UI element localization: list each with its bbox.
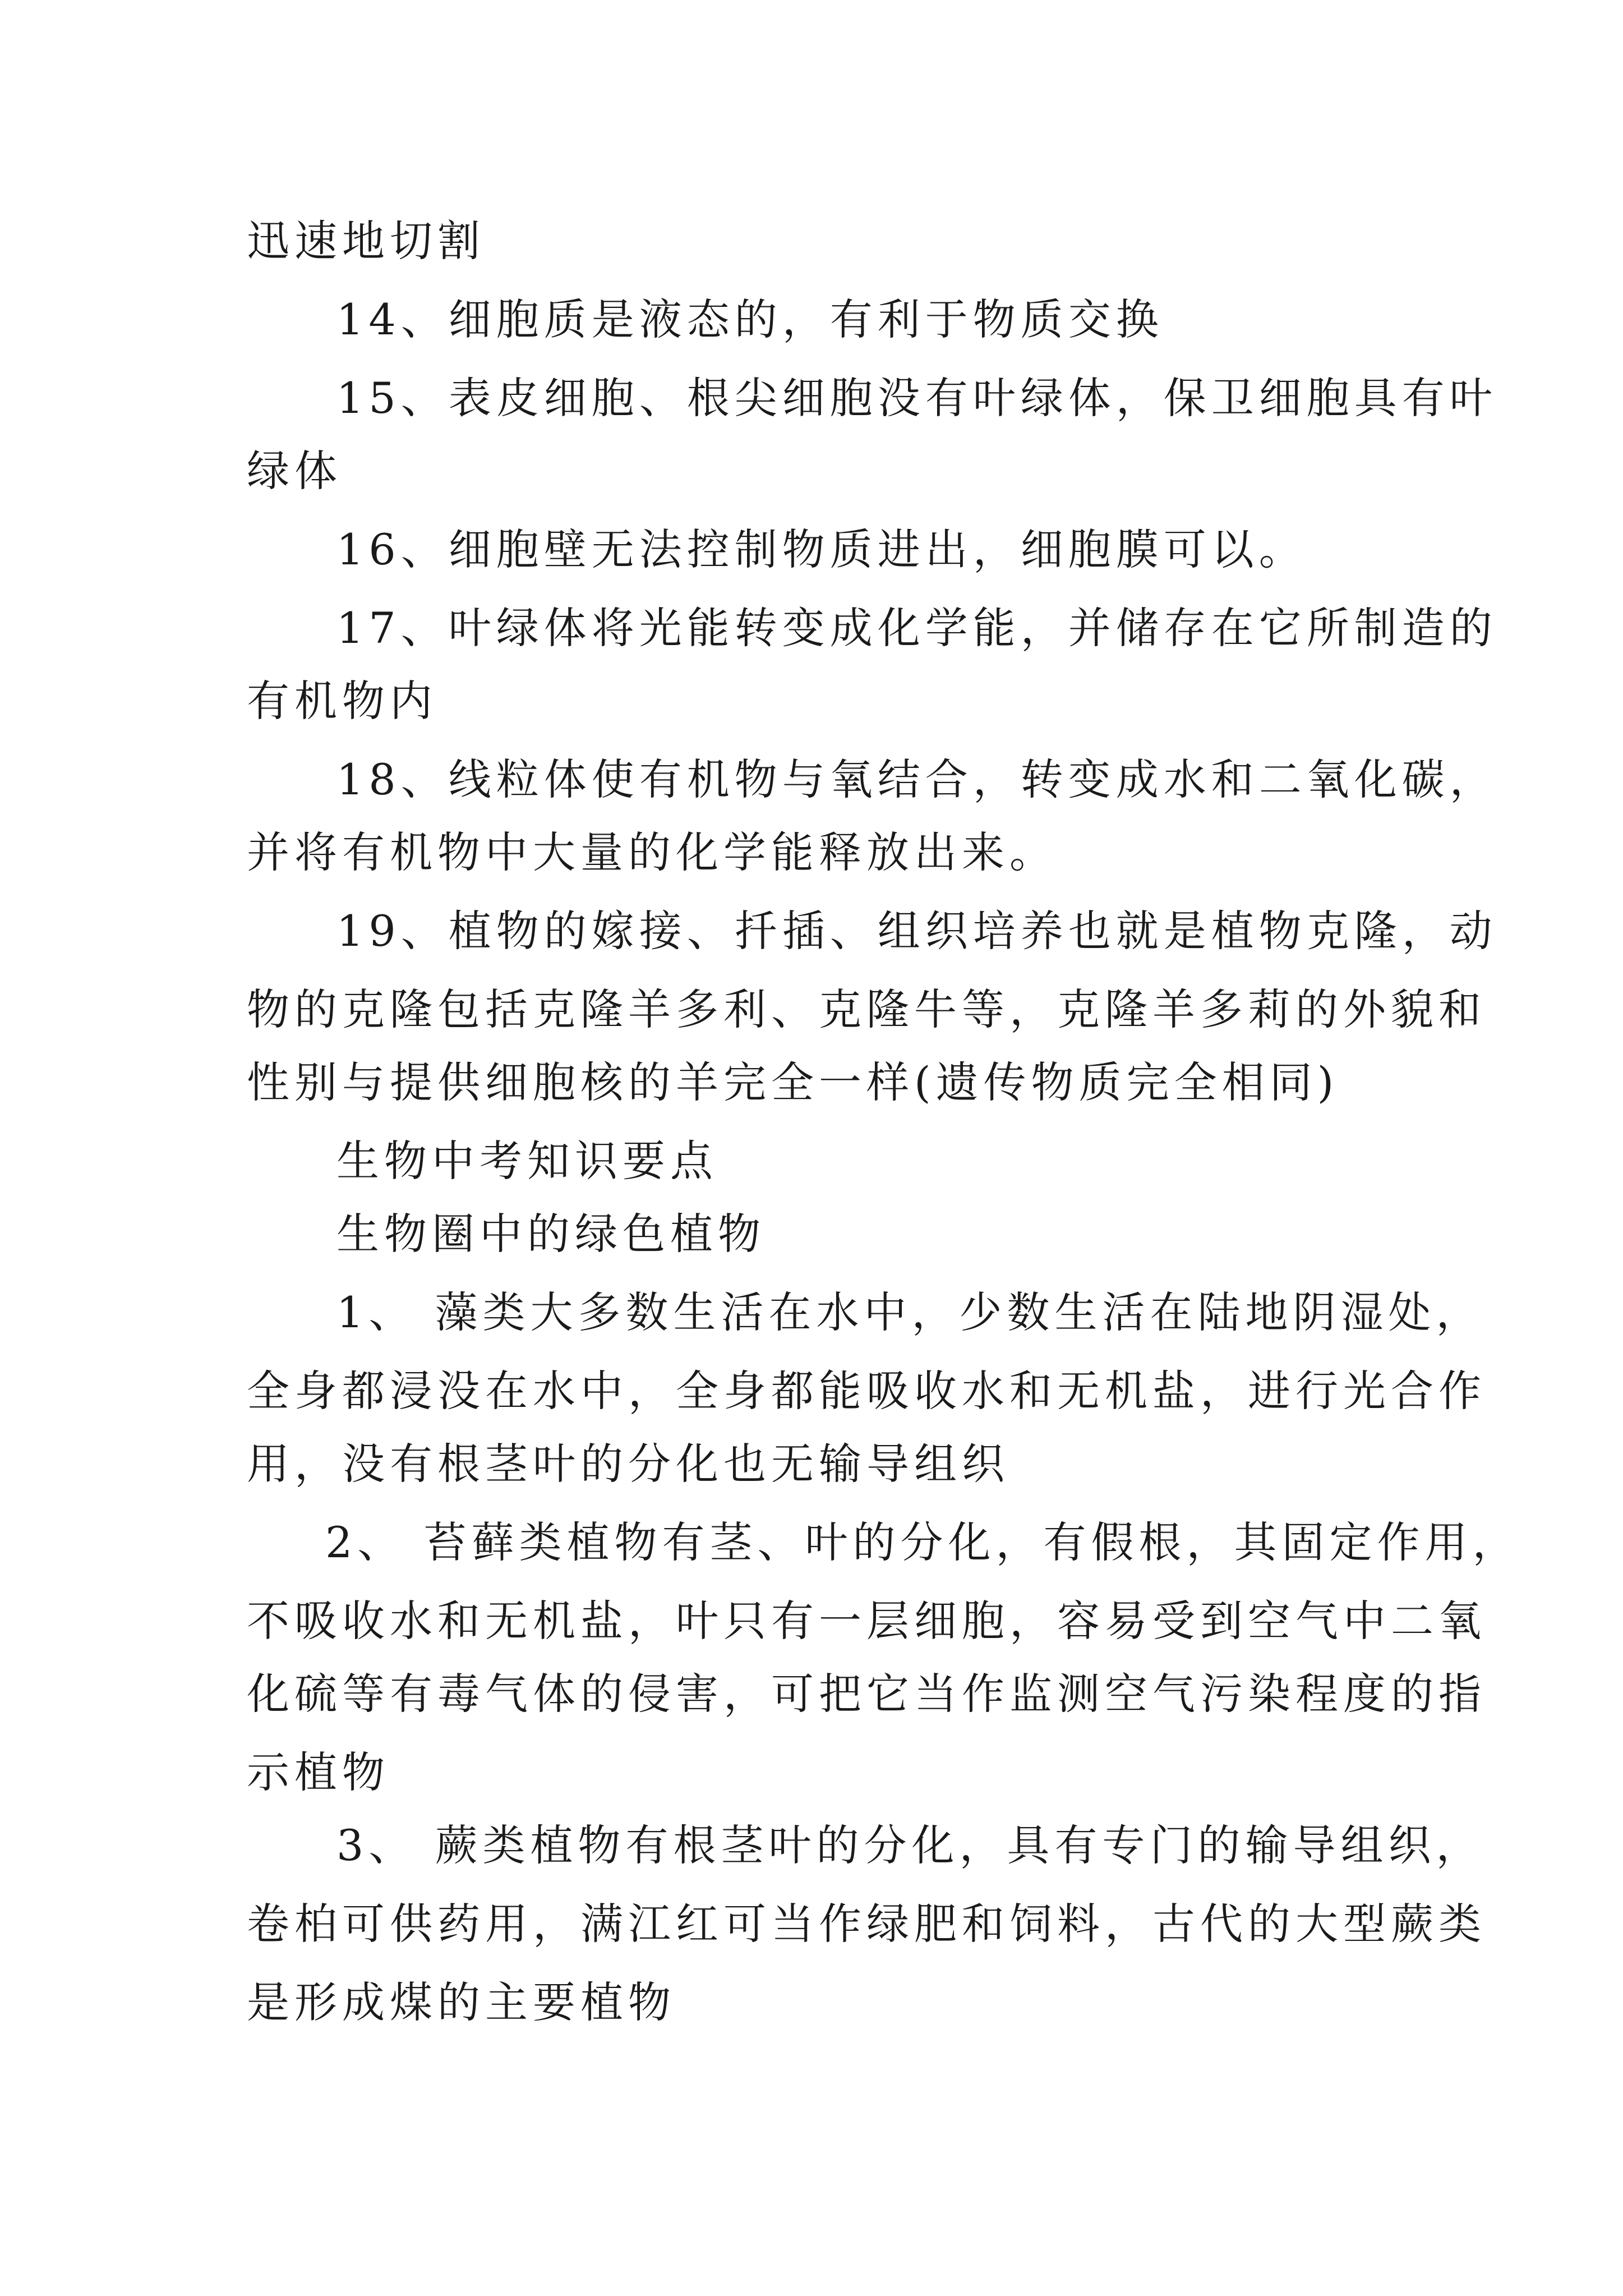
- text-line: 并将有机物中大量的化学能释放出来。: [247, 827, 1057, 877]
- text-line: 14、细胞质是液态的，有利于物质交换: [336, 295, 1164, 344]
- text-line: 生物圈中的绿色植物: [336, 1209, 766, 1259]
- text-line: 性别与提供细胞核的羊完全一样(遗传物质完全相同): [247, 1057, 1339, 1107]
- text-line: 16、细胞壁无法控制物质进出，细胞膜可以。: [336, 524, 1307, 574]
- text-line: 生物中考知识要点: [336, 1136, 718, 1186]
- text-line: 是形成煤的主要植物: [247, 1977, 676, 2027]
- text-line: 化硫等有毒气体的侵害，可把它当作监测空气污染程度的指: [247, 1669, 1486, 1719]
- text-line: 绿体: [247, 446, 342, 496]
- text-line: 用，没有根茎叶的分化也无输导组织: [247, 1439, 1009, 1489]
- text-line: 物的克隆包括克隆羊多利、克隆牛等，克隆羊多莉的外貌和: [247, 984, 1486, 1034]
- text-line: 15、表皮细胞、根尖细胞没有叶绿体，保卫细胞具有叶: [336, 373, 1497, 423]
- text-line: 19、植物的嫁接、扦插、组织培养也就是植物克隆，动: [336, 906, 1497, 956]
- text-line: 3、 蕨类植物有根茎叶的分化，具有专门的输导组织，: [336, 1820, 1484, 1870]
- text-line: 迅速地切割: [247, 216, 485, 266]
- text-line: 卷柏可供药用，满江红可当作绿肥和饲料，古代的大型蕨类: [247, 1899, 1486, 1949]
- text-line: 17、叶绿体将光能转变成化学能，并储存在它所制造的: [336, 603, 1497, 653]
- text-line: 示植物: [247, 1747, 390, 1797]
- text-line: 1、 藻类大多数生活在水中，少数生活在陆地阴湿处，: [336, 1287, 1484, 1337]
- text-line: 2、 苔藓类植物有茎、叶的分化，有假根，其固定作用，: [325, 1517, 1520, 1567]
- text-line: 不吸收水和无机盐，叶只有一层细胞，容易受到空气中二氧: [247, 1596, 1486, 1646]
- text-line: 18、线粒体使有机物与氧结合，转变成水和二氧化碳，: [336, 754, 1497, 804]
- text-line: 有机物内: [247, 676, 437, 726]
- text-line: 全身都浸没在水中，全身都能吸收水和无机盐，进行光合作: [247, 1366, 1486, 1416]
